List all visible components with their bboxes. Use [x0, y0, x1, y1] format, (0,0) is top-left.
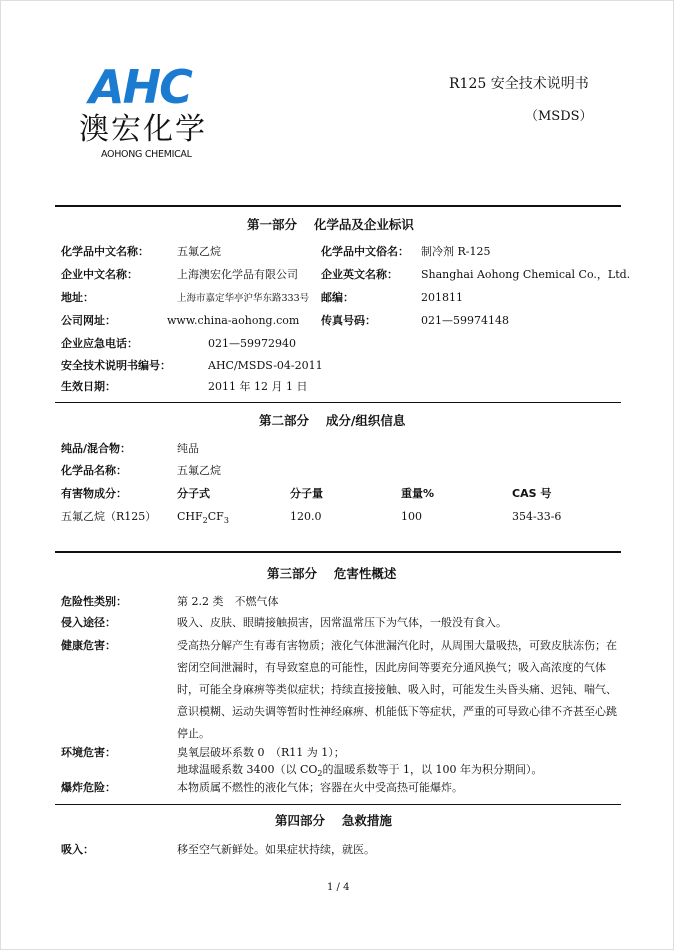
- field-value: 地球温暖系数 3400（以 $CO_2$的温暖系数等于 1，以 100 年为积分期间）。: [177, 763, 543, 779]
- table-label: 有害物成分：: [61, 487, 127, 500]
- field-value: 本物质属不燃性的液化气体；容器在火中受高热可能爆炸。: [177, 781, 463, 794]
- field-label: 化学品中文俗名：: [321, 245, 409, 258]
- field-value: 第 2.2 类 不燃气体: [177, 595, 279, 608]
- field-label: 爆炸危险：: [61, 781, 116, 794]
- field-label: 侵入途径：: [61, 616, 116, 629]
- field-value: 五氟乙烷: [177, 464, 221, 477]
- field-value: 臭氧层破坏系数 0 （R11 为 1）；: [177, 746, 345, 759]
- section-3-title: 第三部分 危害性概述: [267, 566, 397, 581]
- column-header: 分子式: [177, 487, 210, 500]
- logo-chinese: 澳宏化学: [79, 112, 207, 147]
- field-label: 传真号码：: [321, 314, 376, 327]
- field-value: Shanghai Aohong Chemical Co.，Ltd.: [421, 268, 631, 281]
- field-value: 上海澳宏化学品有限公司: [177, 268, 298, 281]
- field-label: 吸入：: [61, 843, 94, 856]
- logo-english: AOHONG CHEMICAL: [101, 149, 192, 160]
- column-header: 分子量: [290, 487, 323, 500]
- divider: [55, 402, 621, 403]
- page-number: 1 / 4: [327, 882, 350, 893]
- section-1-title: 第一部分 化学品及企业标识: [247, 217, 414, 232]
- field-value: 上海市嘉定华亭沪华东路333号: [177, 293, 310, 304]
- field-value: 吸入、皮肤、眼睛接触损害，因常温常压下为气体，一般没有食入。: [177, 616, 507, 629]
- field-label: 安全技术说明书编号：: [61, 359, 171, 372]
- table-cell: 120.0: [290, 510, 322, 523]
- field-label: 邮编：: [321, 291, 354, 304]
- field-value: 021—59974148: [421, 314, 509, 327]
- field-value: 2011 年 12 月 1 日: [208, 380, 308, 393]
- divider: [55, 205, 621, 207]
- field-value: 021—59972940: [208, 337, 296, 350]
- field-label: 地址：: [61, 291, 94, 304]
- field-label: 危险性类别：: [61, 595, 127, 608]
- field-label: 化学品名称：: [61, 464, 127, 477]
- field-label: 企业应急电话：: [61, 337, 138, 350]
- field-value: 纯品: [177, 442, 199, 455]
- field-label: 生效日期：: [61, 380, 116, 393]
- column-header: CAS 号: [512, 487, 552, 500]
- table-cell: 354-33-6: [512, 510, 562, 523]
- document-title: R125 安全技术说明书: [449, 76, 589, 92]
- table-cell: 五氟乙烷（R125）: [61, 510, 157, 523]
- divider: [55, 804, 621, 805]
- field-value: 201811: [421, 291, 463, 304]
- document-subtitle: （MSDS）: [525, 109, 593, 124]
- field-value: AHC/MSDS-04-2011: [208, 359, 323, 372]
- field-label: 环境危害：: [61, 746, 116, 759]
- section-2-title: 第二部分 成分/组织信息: [259, 413, 406, 428]
- field-value: 移至空气新鲜处。如果症状持续，就医。: [177, 843, 375, 856]
- table-cell: 100: [401, 510, 422, 523]
- logo-mark: AHC: [89, 60, 191, 114]
- field-label: 企业中文名称：: [61, 268, 138, 281]
- field-label: 纯品/混合物：: [61, 442, 132, 455]
- field-label: 化学品中文名称：: [61, 245, 149, 258]
- field-value: 五氟乙烷: [177, 245, 221, 258]
- field-label: 公司网址：: [61, 314, 116, 327]
- health-hazard-text: 受高热分解产生有毒有害物质；液化气体泄漏汽化时，从周围大量吸热，可致皮肤冻伤；在密闭空间泄漏时，有导致窒息的可能性，因此房间等要充分通风换气；吸入高浓度的气体时，可能全身麻痹等类似症状；持续直接接触、吸入时，可能发生头昏头痛、迟钝、喘气、意识模糊、运动失调等暂时性神经麻痹、机能低下等症状，严重的可导致心律不齐甚至心跳停止。: [177, 639, 617, 740]
- field-label: 健康危害：: [61, 639, 116, 652]
- divider: [55, 551, 621, 553]
- website-link[interactable]: www.china-aohong.com: [167, 314, 300, 327]
- column-header: 重量%: [401, 487, 435, 500]
- field-label: 企业英文名称：: [321, 268, 398, 281]
- molecular-formula-cell: $CHF_2CF_3$: [177, 510, 229, 526]
- field-value: 制冷剂 R-125: [421, 245, 491, 258]
- section-4-title: 第四部分 急救措施: [275, 813, 392, 828]
